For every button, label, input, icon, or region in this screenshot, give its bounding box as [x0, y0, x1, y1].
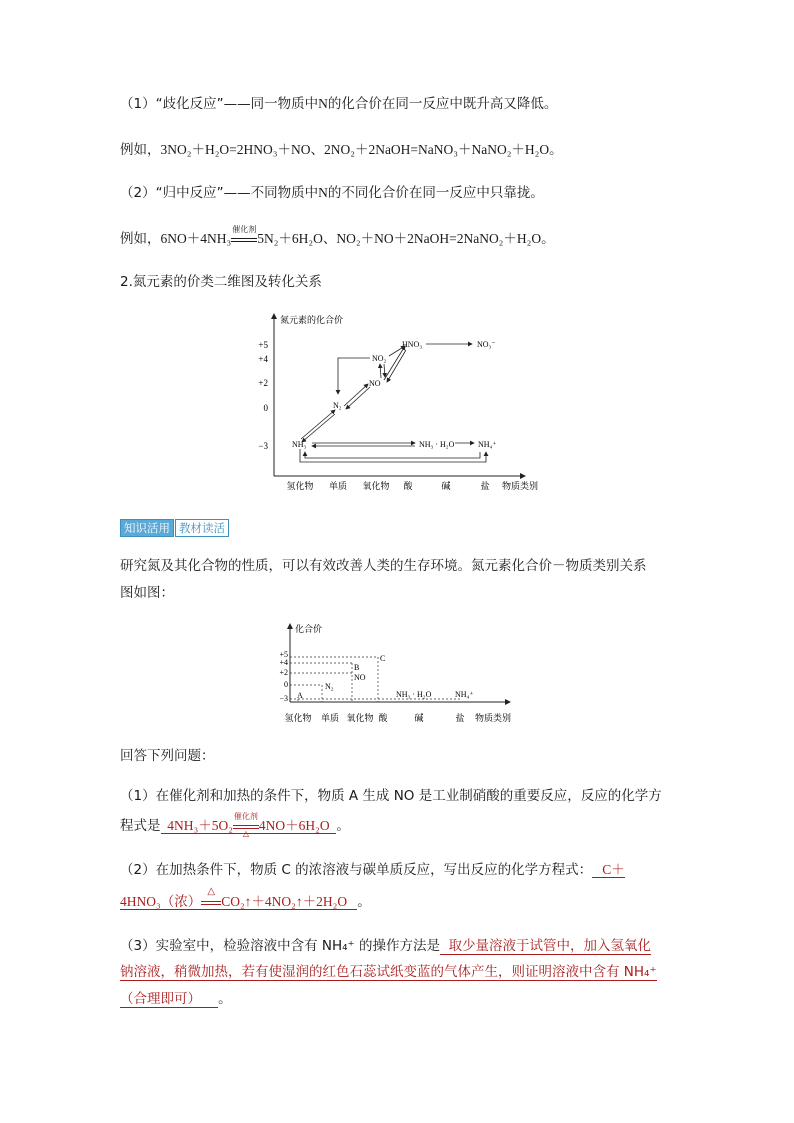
- xtick: 盐: [455, 713, 465, 723]
- conversion-arrows: [300, 344, 486, 462]
- node-b: B: [354, 663, 360, 672]
- xtick: 单质: [328, 481, 348, 491]
- node-nh4-ion: NH₄⁺: [455, 690, 474, 699]
- catalyst-heat-condition: 催化剂 △: [233, 812, 258, 838]
- guide-lines: [290, 657, 460, 702]
- q3-answer-part2: 钠溶液，稍微加热，若有使湿润的红色石蕊试纸变蓝的气体产生，则证明溶液中含有 NH₄⁺: [120, 964, 657, 980]
- xtick: 酸: [403, 481, 413, 491]
- xtick: 盐: [480, 481, 490, 491]
- q3-line3: （合理即可） 。: [120, 991, 232, 1007]
- node-no3-ion: NO₃⁻: [477, 340, 496, 349]
- x-axis-label: 物质类别: [474, 713, 512, 723]
- node-hno3: HNO₃: [402, 340, 423, 349]
- node-no2: NO₂: [372, 354, 387, 363]
- valence-category-diagram: [250, 306, 550, 496]
- node-n2: N₂: [325, 682, 334, 691]
- xtick: 碱: [441, 481, 451, 491]
- y-axis-label: 氮元素的化合价: [280, 315, 344, 325]
- x-axis-label: 物质类别: [501, 481, 539, 491]
- node-nh4-ion: NH₄⁺: [478, 440, 497, 449]
- disproportionation-definition: （1）“歧化反应”——同一物质中N的化合价在同一反应中既升高又降低。: [120, 96, 558, 112]
- ytick: +2: [258, 378, 268, 388]
- xtick: 氧化物: [346, 713, 374, 723]
- node-nh3-h2o: NH₃ · H₂O: [419, 440, 455, 449]
- answer-prompt: 回答下列问题：: [120, 748, 215, 764]
- xtick: 氢化物: [284, 713, 312, 723]
- q1-line2: 程式是 4NH₃＋5O₂ 催化剂 △ 4NO＋6H₂O 。: [120, 812, 350, 838]
- node-nh3-h2o: NH₃ · H₂O: [396, 690, 432, 699]
- node-c: C: [380, 654, 386, 663]
- q1-answer: 4NH₃＋5O₂ 催化剂 △ 4NO＋6H₂O: [161, 818, 337, 834]
- ytick: +2: [279, 668, 288, 677]
- q2-answer-part1: C＋: [592, 862, 625, 878]
- xtick: 碱: [414, 713, 424, 723]
- node-a: A: [297, 691, 303, 700]
- xtick: 酸: [378, 713, 388, 723]
- heat-condition: △: [201, 892, 221, 912]
- equation-2: 2NO₂＋2NaOH=NaNO₃＋NaNO₂＋H₂O: [323, 142, 550, 157]
- q3-answer-part1: 取少量溶液于试管中，加入氢氧化: [440, 938, 651, 955]
- xtick: 氧化物: [362, 481, 390, 491]
- disproportionation-example: 例如，3NO₂＋H₂O=2HNO₃＋NO、2NO₂＋2NaOH=NaNO₃＋NaNO₂＋H₂O。: [120, 142, 563, 158]
- tag-right: 教材读活: [175, 519, 229, 537]
- knowledge-tag: [120, 519, 229, 537]
- ytick: 0: [284, 680, 288, 689]
- xtick: 单质: [320, 713, 340, 723]
- node-no: NO: [354, 673, 366, 682]
- equation-1: 3NO₂＋H₂O=2HNO₃＋NO: [160, 142, 311, 157]
- y-axis-label: 化合价: [295, 624, 323, 634]
- q2-answer-part2: 4HNO₃（浓） △ CO₂↑＋4NO₂↑＋2H₂O: [120, 894, 357, 910]
- q1-line1: （1）在催化剂和加热的条件下，物质 A 生成 NO 是工业制硝酸的重要反应，反应的化学方: [120, 788, 662, 804]
- ytick: +4: [279, 658, 288, 667]
- section-title: 2.氮元素的价类二维图及转化关系: [120, 274, 322, 290]
- valence-category-diagram-2: [270, 620, 530, 730]
- q3-line1: （3）实验室中，检验溶液中含有 NH₄⁺ 的操作方法是 取少量溶液于试管中，加入氢氧化: [120, 938, 652, 954]
- catalyst-arrow: 催化剂: [231, 229, 257, 249]
- ytick: −3: [279, 694, 288, 703]
- q2-line1: （2）在加热条件下，物质 C 的浓溶液与碳单质反应，写出反应的化学方程式： C＋: [120, 862, 625, 878]
- comproportionation-example: 例如，6NO＋4NH₃ 催化剂 5N₂＋6H₂O、NO₂＋NO＋2NaOH=2NaNO₂＋H₂O。: [120, 225, 555, 247]
- comproportionation-definition: （2）“归中反应”——不同物质中N的不同化合价在同一反应中只靠拢。: [120, 185, 544, 201]
- node-n2: N₂: [333, 401, 342, 410]
- tag-left: 知识活用: [120, 519, 174, 537]
- q3-answer-part3: （合理即可）: [120, 991, 218, 1008]
- xtick: 氢化物: [286, 481, 314, 491]
- node-no: NO: [369, 379, 381, 388]
- question-intro-line2: 图如图：: [120, 585, 174, 601]
- ytick: 0: [263, 403, 268, 413]
- q3-line2: [120, 962, 657, 982]
- ytick: −3: [258, 441, 268, 451]
- ytick: +5: [258, 340, 268, 350]
- question-intro-line1: 研究氮及其化合物的性质，可以有效改善人类的生存环境。氮元素化合价－物质类别关系: [120, 558, 647, 574]
- ytick: +4: [258, 354, 268, 364]
- node-nh3: NH₃: [292, 440, 307, 449]
- q2-line2: 4HNO₃（浓） △ CO₂↑＋4NO₂↑＋2H₂O 。: [120, 886, 371, 910]
- ytick: +5: [279, 650, 288, 659]
